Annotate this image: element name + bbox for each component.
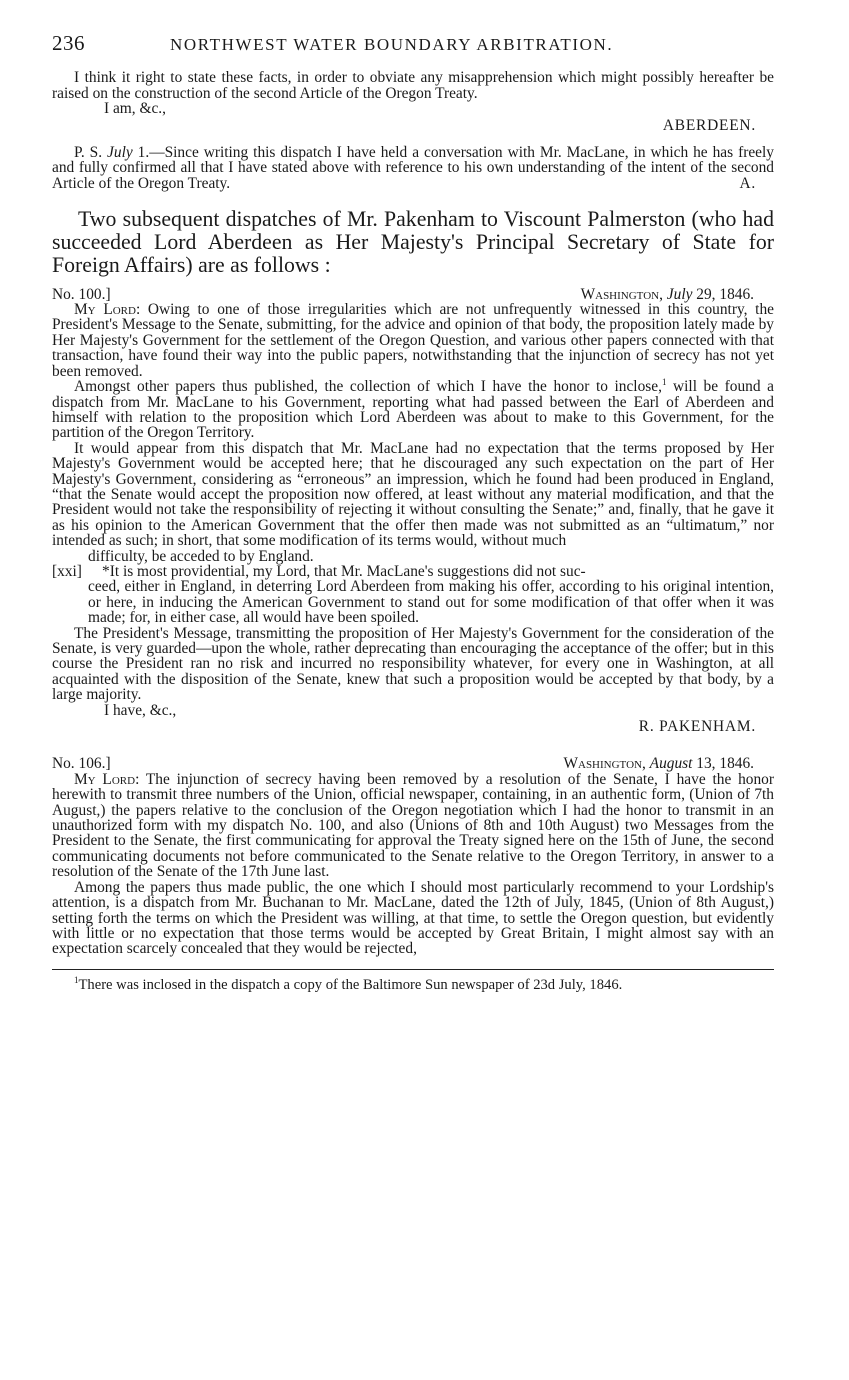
page-number: 236 [52,31,85,55]
original-page-marker: [xxi] [52,562,82,580]
dispatch-106-para-2: Among the papers thus made public, the one which I should most particularly recommend to your Lordship's attention, is a dispatch from Mr. Buchanan to Mr. MacLane, dated the 12th of July, 1845, (Union of 8th August,) setting forth the terms on which the President was willing, at that time, to settle the Oregon question, but evidently with little or no expectation that those terms would be accepted by Great Britain, I might almost say with an expectation scarcely concealed that they would be rejected, [52,878,774,958]
postscript-initial: A. [739,175,756,193]
page-header [52,31,774,55]
letter-paragraph: I think it right to state these facts, in order to obviate any misapprehension which might possibly hereafter be raised on the construction of the second Article of the Oregon Treaty. [52,69,774,102]
dispatch-100-place: Washington, [580,285,663,303]
dispatch-106-date: 13, 1846. [692,755,754,773]
dispatch-100-para-2a: Amongst other papers thus published, the collection of which I have the honor to inclose, [74,378,662,396]
original-page-marker-row [52,564,774,579]
dispatch-100-para-5: The President's Message, transmitting the proposition of Her Majesty's Government for the consideration of the Senate, is very guarded—upon the whole, rather deprecating than encouraging the acceptance of the offer; but in this course the President ran no risk and incurred no responsibility whatever, for every one in Washington, at all acquainted with the disposition of the Senate, knew that such a proposition would be accepted by that body, by a large majority. [52,624,774,704]
dispatch-100-number: No. 100.] [52,285,111,303]
section-intro: Two subsequent dispatches of Mr. Pakenham to Viscount Palmerston (who had succeeded Lord Aberdeen as Her Majesty's Principal Secretary of State for Foreign Affairs) are as follows : [52,206,774,277]
footnote [52,974,774,993]
footnote-text: There was inclosed in the dispatch a copy of the Baltimore Sun newspaper of 23d July, 1846. [78,976,623,993]
signature-aberdeen: ABERDEEN. [662,116,756,134]
dispatch-100-para-4-first: *It is most providential, my Lord, that Mr. MacLane's suggestions did not suc- [102,562,586,580]
postscript-lead: P. S. [74,144,103,162]
dispatch-100-para-1 [52,302,774,379]
dispatch-106-month: August [649,755,693,773]
dispatch-106-number: No. 106.] [52,755,111,773]
running-title: NORTHWEST WATER BOUNDARY ARBITRATION. [170,35,614,54]
postscript-text: 1.—Since writing this dispatch I have held a conversation with Mr. MacLane, in which he has freely and fully confirmed all that I have stated above with reference to his own understanding of the intent of the second Article of the Oregon Treaty. [52,144,774,192]
dispatch-106-dateline [563,756,774,771]
dispatch-100-para-3-end: difficulty, be acceded to by England. [88,547,314,565]
dispatch-106-place: Washington, [563,755,646,773]
dispatch-100-dateline [581,287,774,302]
footnote-divider [52,969,774,970]
dispatch-106-para-1-text: : The injunction of secrecy having been removed by a resolution of the Senate, I have the honor herewith to transmit three numbers of the Union, official newspaper, containing, in an authentic form, (Union of 7th August,) the papers relative to the conclusion of the Oregon negotiation which I had the honor to transmit in an unauthorized form with my dispatch No. 100, and also (Unions of 8th and 10th August) two Messages from the President to the Senate, the first communicating for approval the Treaty signed here on the 15th of June, the second communicating documents not before communicated to the Senate relative to the Oregon Territory, in answer to a resolution of the Senate of the 17th June last. [52,770,774,881]
dispatch-100-salutation: My Lord [74,301,136,319]
dispatch-106-salutation: My Lord [74,770,136,788]
closing-aberdeen: I am, &c., [104,100,166,118]
document-page [52,31,774,993]
dispatch-100-para-3: It would appear from this dispatch that Mr. MacLane had no expectation that the terms proposed by Her Majesty's Government would be accepted here; that he discouraged any such expectation on the part of Her Majesty's Government, considering as “erroneous” an impression, which he found had been produced in England, “that the Senate would accept the proposition now offered, at least without any material modification, and that the President would not take the responsibility of rejecting it without consulting the Senate;” and, finally, that he gave it as his opinion to the American Government that the offer then made was not submitted as an “ultimatum,” nor intended as such; in short, that some modification of its terms would, without much [52,439,774,550]
closing-pakenham-100: I have, &c., [104,701,177,719]
dispatch-100-para-2b: will be found a dispatch from Mr. MacLane to his Government, reporting what had passed between the Earl of Aberdeen and himself with relation to the proposition which Lord Aberdeen was about to make to this Government, for the partition of the Oregon Territory. [52,378,774,442]
signature-pakenham: R. PAKENHAM. [638,718,756,736]
dispatch-100-para-1-text: : Owing to one of those irregularities which are not unfrequently witnessed in this country, the President's Message to the Senate, submitting, for the advice and opinion of that body, the proposition lately made by Her Majesty's Government for the settlement of the Oregon Question, and various other papers connected with that transaction, have found their way into the public papers, notwithstanding that the injunction of secrecy has not yet been removed. [52,301,774,380]
postscript-date: July [107,144,133,162]
dispatch-106-para-1 [52,772,774,880]
dispatch-100-heading [52,287,774,302]
dispatch-100-month: July [666,285,693,303]
dispatch-100-para-4-rest: ceed, either in England, in deterring Lord Aberdeen from making his offer, according to his original intention, or here, in inducing the American Government to stand out for some modification of that offer when it was made; for, in either case, all would have been spoiled. [88,578,774,627]
footnote-reference: 1 [661,376,667,387]
dispatch-100-date: 29, 1846. [692,285,754,303]
footnote-mark: 1 [74,974,79,985]
dispatch-100-para-2 [52,376,774,442]
dispatch-106-heading [52,756,774,771]
